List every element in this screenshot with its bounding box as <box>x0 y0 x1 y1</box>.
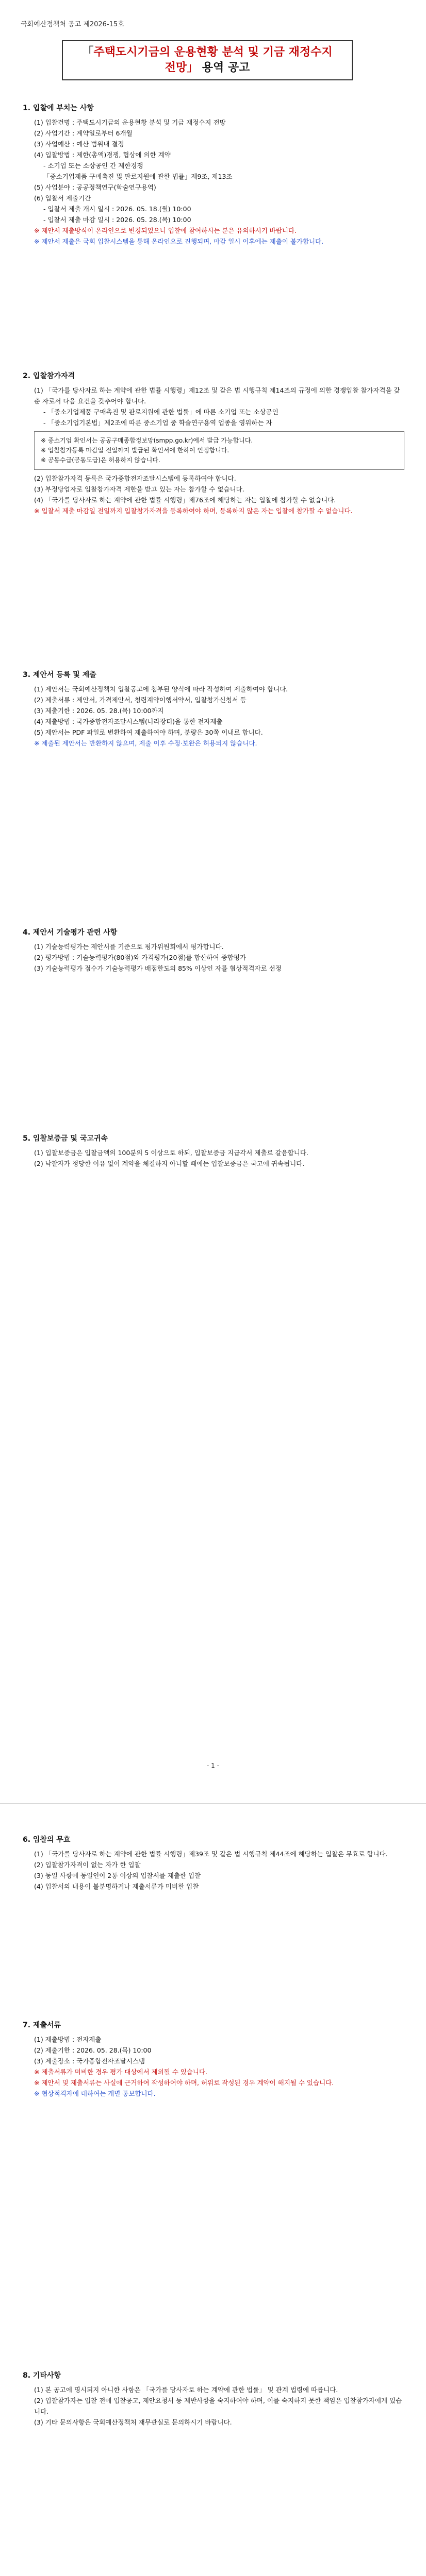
section-3 <box>23 670 404 749</box>
page-2 <box>0 1803 426 2576</box>
title-line2: 전망」 <box>165 61 199 74</box>
s2-line-2: - 「중소기업기본법」제2조에 따른 중소기업 중 학술연구용역 업종을 영위하는 자 <box>43 419 272 427</box>
s2-note-1: ※ 입찰참가등록 마감일 전일까지 발급된 확인서에 한하여 인정합니다. <box>41 447 230 454</box>
s1-notice-red: ※ 제안서 제출방식이 온라인으로 변경되었으니 입찰에 참여하시는 분은 유의하시기 바랍니다. <box>34 227 297 234</box>
s1-item-1: (2) 사업기간 : 계약일로부터 6개월 <box>34 129 133 137</box>
s5-line-0: (1) 입찰보증금은 입찰금액의 100분의 5 이상으로 하되, 입찰보증금 지급각서 제출로 갈음합니다. <box>34 1149 308 1157</box>
s1-item-2: (3) 사업예산 : 예산 범위내 결정 <box>34 140 124 148</box>
s2-more-1: (3) 부정당업자로 입찰참가자격 제한을 받고 있는 자는 참가할 수 없습니다. <box>34 485 244 493</box>
s8-line-0: (1) 본 공고에 명시되지 아니한 사항은 「국가를 당사자로 하는 계약에 관한 법률」 및 관계 법령에 따릅니다. <box>34 2386 338 2394</box>
s2-more-0: (2) 입찰참가자격 등록은 국가종합전자조달시스템에 등록하여야 합니다. <box>34 474 236 482</box>
section-2-heading: 2. 입찰참가자격 <box>23 372 75 380</box>
page-1-number: - 1 - <box>207 1762 219 1769</box>
s7-line-2: (3) 제출장소 : 국가종합전자조달시스템 <box>34 2057 145 2065</box>
s2-line-1: - 「중소기업제품 구매촉진 및 판로지원에 관한 법률」에 따른 소기업 또는 소상공인 <box>43 408 278 416</box>
section-1 <box>23 103 404 247</box>
s6-line-0: (1) 「국가를 당사자로 하는 계약에 관한 법률 시행령」제39조 및 같은 법 시행규칙 제44조에 해당하는 입찰은 무효로 합니다. <box>34 1850 388 1858</box>
section-5-heading: 5. 입찰보증금 및 국고귀속 <box>23 1134 108 1143</box>
s1-item-0: (1) 입찰건명 : 주택도시기금의 운용현황 분석 및 기금 재정수지 전망 <box>34 118 226 126</box>
section-6 <box>23 1835 404 1892</box>
s2-note-0: ※ 중소기업 확인서는 공공구매종합정보망(smpp.go.kr)에서 발급 가능합니다. <box>41 437 253 444</box>
s2-red-line: ※ 입찰서 제출 마감일 전일까지 입찰참가자격을 등록하여야 하며, 등록하지 않은 자는 입찰에 참가할 수 없습니다. <box>34 507 353 515</box>
section-3-heading: 3. 제안서 등록 및 제출 <box>23 671 96 679</box>
s3-line-1: (2) 제출서류 : 제안서, 가격제안서, 청렴계약이행서약서, 입찰참가신청서 등 <box>34 696 247 704</box>
section-1-heading: 1. 입찰에 부치는 사항 <box>23 104 94 112</box>
s8-line-1: (2) 입찰참가자는 입찰 전에 입찰공고, 제안요청서 등 제반사항을 숙지하여야 하며, 이를 숙지하지 못한 책임은 입찰참가자에게 있습니다. <box>34 2397 402 2415</box>
title-suffix: 용역 공고 <box>198 61 250 74</box>
s3-line-3: (4) 제출방법 : 국가종합전자조달시스템(나라장터)을 통한 전자제출 <box>34 718 223 725</box>
section-7-heading: 7. 제출서류 <box>23 2021 61 2029</box>
s1-schedule-start: - 입찰서 제출 개시 일시 : 2026. 05. 18.(월) 10:00 <box>43 205 191 213</box>
s1-item-3: (4) 입찰방법 : 제한(총액)경쟁, 협상에 의한 계약 <box>34 151 171 159</box>
s4-line-1: (2) 평가방법 : 기술능력평가(80점)와 가격평가(20점)를 합산하여 종합평가 <box>34 954 247 961</box>
s1-item-4: - 소기업 또는 소상공인 간 제한경쟁 <box>43 162 143 170</box>
section-8-heading: 8. 기타사항 <box>23 2371 61 2380</box>
s7-red-1: ※ 제안서 및 제출서류는 사실에 근거하여 작성하여야 하며, 허위로 작성된 경우 계약이 해지될 수 있습니다. <box>34 2079 334 2087</box>
s3-blue-line: ※ 제출된 제안서는 반환하지 않으며, 제출 이후 수정·보완은 허용되지 않습니다. <box>34 739 257 747</box>
section-8 <box>23 2370 404 2428</box>
s4-line-2: (3) 기술능력평가 점수가 기술능력평가 배점한도의 85% 이상인 자를 협상적격자로 선정 <box>34 964 282 972</box>
s5-line-1: (2) 낙찰자가 정당한 이유 없이 계약을 체결하지 아니할 때에는 입찰보증금은 국고에 귀속됩니다. <box>34 1160 305 1167</box>
s1-notice-blue: ※ 제안서 제출은 국회 입찰시스템을 통해 온라인으로 진행되며, 마감 일시 이후에는 제출이 불가합니다. <box>34 238 324 245</box>
notice-title <box>82 45 332 76</box>
s2-note-box <box>34 431 404 470</box>
s3-line-4: (5) 제안서는 PDF 파일로 변환하여 제출하여야 하며, 분량은 30쪽 이내로 합니다. <box>34 728 263 736</box>
s1-item-6: (5) 사업분야 : 공공정책연구(학술연구용역) <box>34 183 156 191</box>
s7-line-1: (2) 제출기한 : 2026. 05. 28.(목) 10:00 <box>34 2046 152 2054</box>
section-4-heading: 4. 제안서 기술평가 관련 사항 <box>23 928 118 937</box>
section-6-heading: 6. 입찰의 무효 <box>23 1836 71 1844</box>
section-7 <box>23 2020 404 2099</box>
s1-item-5: 「중소기업제품 구매촉진 및 판로지원에 관한 법률」제9조, 제13조 <box>43 173 233 180</box>
document-number: 국회예산정책처 공고 제2026-15호 <box>21 21 124 28</box>
s6-line-3: (4) 입찰서의 내용이 불분명하거나 제출서류가 미비한 입찰 <box>34 1883 199 1890</box>
s1-schedule-end: - 입찰서 제출 마감 일시 : 2026. 05. 28.(목) 10:00 <box>43 216 191 224</box>
s4-line-0: (1) 기술능력평가는 제안서를 기준으로 평가위원회에서 평가합니다. <box>34 943 224 951</box>
s6-line-2: (3) 동일 사항에 동일인이 2통 이상의 입찰서를 제출한 입찰 <box>34 1872 201 1879</box>
s7-line-0: (1) 제출방법 : 전자제출 <box>34 2036 102 2043</box>
s8-line-2: (3) 기타 문의사항은 국회예산정책처 재무관실로 문의하시기 바랍니다. <box>34 2418 232 2426</box>
s2-note-2: ※ 공동수급(공동도급)은 허용하지 않습니다. <box>41 456 160 464</box>
s3-line-2: (3) 제출기한 : 2026. 05. 28.(목) 10:00까지 <box>34 707 164 715</box>
notice-title-box <box>62 40 353 80</box>
s3-line-0: (1) 제안서는 국회예산정책처 입찰공고에 첨부된 양식에 따라 작성하여 제출하여야 합니다. <box>34 685 288 693</box>
section-4 <box>23 927 404 974</box>
s1-schedule-title: (6) 입찰서 제출기간 <box>34 194 91 202</box>
s6-line-1: (2) 입찰참가자격이 없는 자가 한 입찰 <box>34 1861 141 1869</box>
s7-red-0: ※ 제출서류가 미비한 경우 평가 대상에서 제외될 수 있습니다. <box>34 2068 208 2076</box>
section-5 <box>23 1133 404 1169</box>
s2-line-0: (1) 「국가를 당사자로 하는 계약에 관한 법률 시행령」제12조 및 같은 법 시행규칙 제14조의 규정에 의한 경쟁입찰 참가자격을 갖춘 자로서 다음 요건을 갖추어야 합니다. <box>34 386 400 405</box>
s2-more-2: (4) 「국가를 당사자로 하는 계약에 관한 법률 시행령」제76조에 해당하는 자는 입찰에 참가할 수 없습니다. <box>34 496 336 504</box>
section-2 <box>23 371 404 516</box>
title-bracket-open: 「 <box>82 46 94 59</box>
s7-blue-line: ※ 협상적격자에 대하여는 개별 통보합니다. <box>34 2090 156 2097</box>
title-line1: 주택도시기금의 운용현황 분석 및 기금 재정수지 <box>93 46 333 59</box>
